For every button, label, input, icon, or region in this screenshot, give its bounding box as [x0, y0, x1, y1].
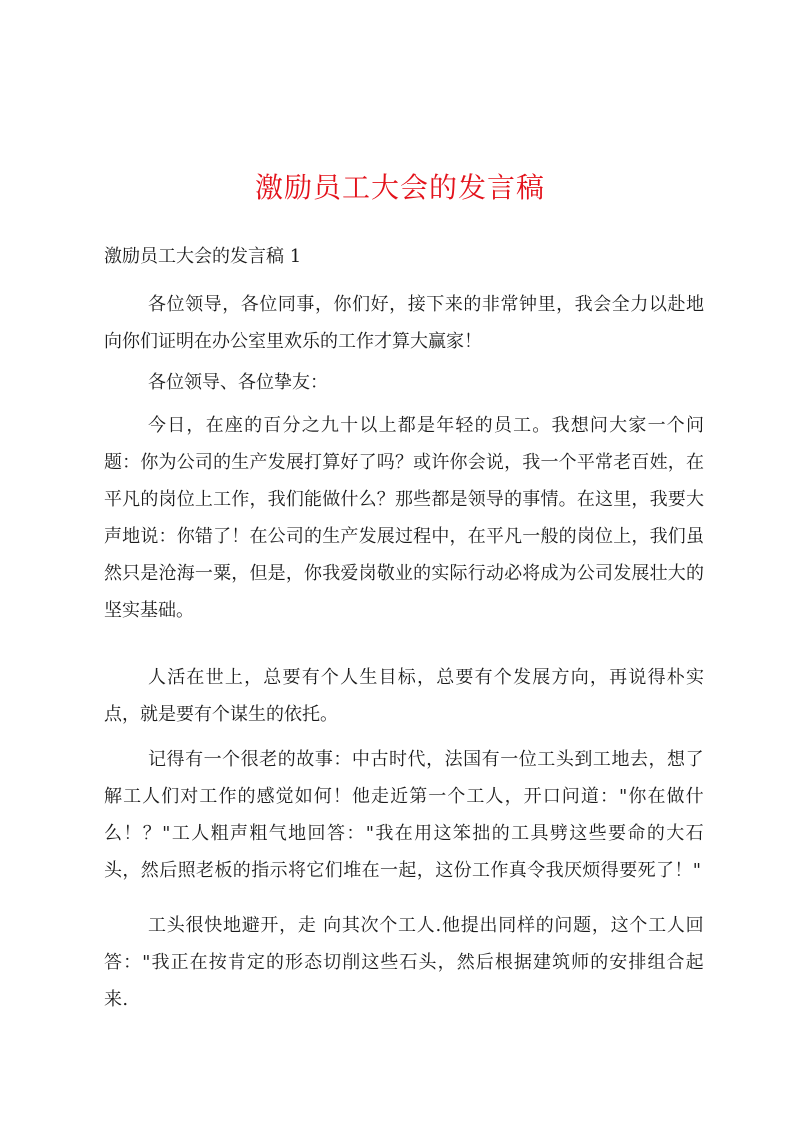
paragraph-greeting: 各位领导，各位同事，你们好，接下来的非常钟里，我会全力以赴地向你们证明在办公室里欢乐的工作才算大赢家！: [104, 294, 704, 352]
paragraph-second-worker: 工头很快地避开，走 向其次个工人.他提出同样的问题，这个工人回答："我正在按肯定的形态切削这些石头，然后根据建筑师的安排组合起来.: [104, 915, 704, 1010]
document-title: 激励员工大会的发言稿: [254, 171, 545, 204]
paragraph-life-goal: 人活在世上，总要有个人生目标，总要有个发展方向，再说得朴实点，就是要有个谋生的依托。: [104, 667, 704, 725]
section-heading: 激励员工大会的发言稿 1: [104, 246, 302, 267]
paragraph-story: 记得有一个很老的故事：中古时代，法国有一位工头到工地去，想了解工人们对工作的感觉如何！他走近第一个工人，开口问道："你在做什么！？"工人粗声粗气地回答："我在用这笨拙的工具劈这些要命的大石头，然后照老板的指示将它们堆在一起，这份工作真令我厌烦得要死了！": [104, 749, 704, 881]
paragraph-salutation: 各位领导、各位挚友：: [148, 372, 328, 393]
paragraph-question: 今日，在座的百分之九十以上都是年轻的员工。我想问大家一个问题：你为公司的生产发展打算好了吗？或许你会说，我一个平常老百姓，在平凡的岗位上工作，我们能做什么？那些都是领导的事情。在这里，我要大声地说：你错了！在公司的生产发展过程中，在平凡一般的岗位上，我们虽然只是沧海一粟，但是，你我爱岗敬业的实际行动必将成为公司发展壮大的坚实基础。: [104, 415, 704, 621]
